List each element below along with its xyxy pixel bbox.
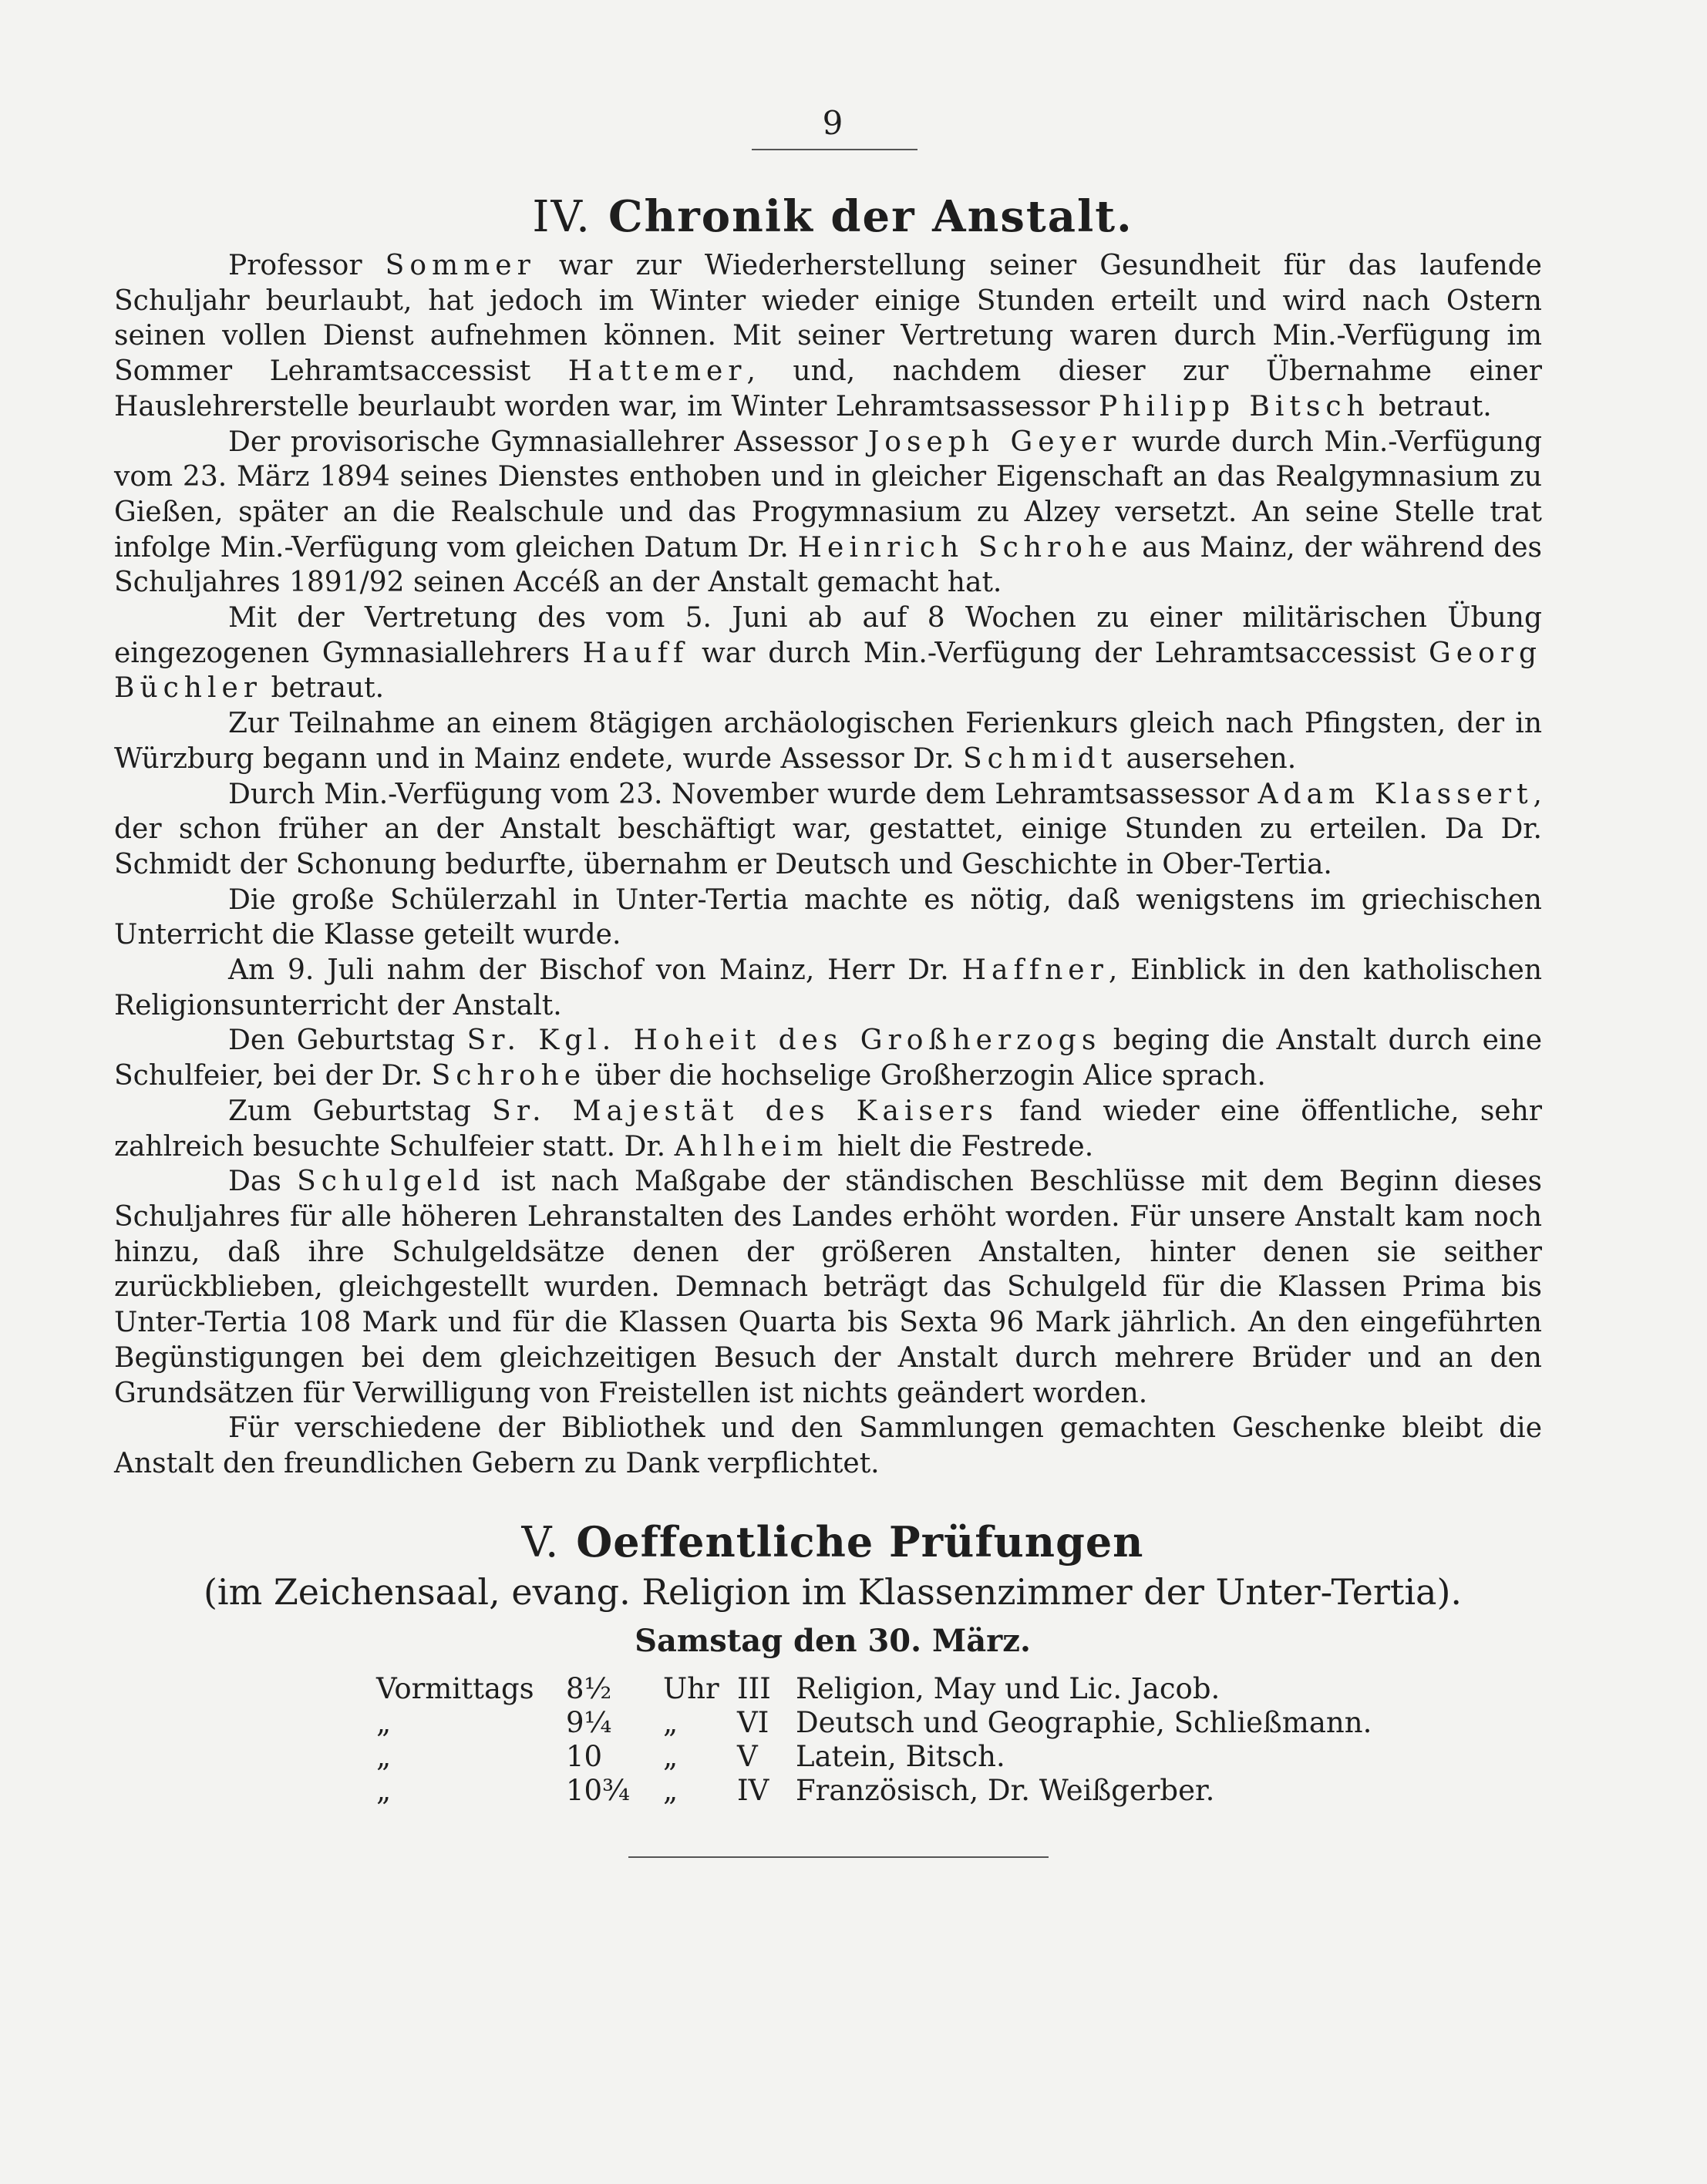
section-v-heading [0, 1517, 1665, 1566]
text-run: betraut. [1369, 390, 1492, 422]
spaced-name: Adam Klassert [1258, 778, 1534, 810]
spaced-name: Ahlheim [674, 1130, 829, 1163]
schedule-time: 9¼ [566, 1705, 612, 1739]
section-v-numeral: V. [521, 1518, 560, 1566]
text-run: über die hochselige Großherzogin Alice sprach. [586, 1060, 1266, 1092]
schedule-time: 10¾ [566, 1773, 630, 1807]
section-iv-numeral: IV. [532, 192, 591, 242]
text-run: ist nach Maßgabe der ständischen Beschlüsse mit dem Beginn dieses Schuljahres für alle höheren Lehranstalten des Landes erhöht worden. Für unsere Anstalt kam noch hinzu, daß ihre Schulgeldsätze denen der größeren Anstalten, hinter denen sie seither zurückblieben, gleichgestellt wurden. Demnach beträgt das Schulgeld für die Klassen Prima bis Unter-Tertia 108 Mark und für die Klassen Quarta bis Sexta 96 Mark jährlich. An den eingeführten Begünstigungen bei dem gleichzeitigen Besuch der Anstalt durch mehrere Brüder und an den Grundsätzen für Verwilligung von Freistellen ist nichts geändert worden. [114, 1166, 1543, 1409]
schedule-label: „ [376, 1739, 392, 1773]
schedule-row [370, 1705, 1378, 1739]
schedule-row [370, 1773, 1378, 1807]
chronik-paragraph [114, 601, 1542, 706]
spaced-name: Joseph Geyer [867, 426, 1122, 458]
schedule-uhr: Uhr [663, 1671, 719, 1705]
chronik-paragraph [114, 425, 1542, 601]
schedule-time: 8½ [566, 1671, 612, 1705]
section-v-subtitle: (im Zeichensaal, evang. Religion im Klassenzimmer der Unter-Tertia). [203, 1571, 1463, 1613]
text-run: Das [228, 1166, 298, 1198]
text-run: war durch Min.-Verfügung der Lehramtsaccessist [689, 637, 1429, 669]
text-run: Zur Teilnahme an einem 8tägigen archäologischen Ferienkurs gleich nach Pfingsten, der in Würzburg begann und in Mainz endete, wurde Assessor Dr. [114, 708, 1542, 775]
chronik-paragraph [114, 248, 1542, 425]
section-iv-title: Chronik der Anstalt. [608, 191, 1133, 242]
spaced-name: Hattemer [567, 355, 747, 388]
section-v-title: Oeffentliche Prüfungen [576, 1517, 1144, 1566]
spaced-name: Sr. Majestät des Kaisers [492, 1095, 998, 1127]
page-number: 9 [822, 104, 843, 142]
bottom-divider [628, 1856, 1049, 1858]
text-run: hielt die Festrede. [828, 1130, 1094, 1163]
schedule-class: VI [737, 1705, 769, 1739]
chronik-paragraph [114, 1164, 1542, 1411]
schedule-uhr: „ [663, 1739, 678, 1773]
text-run: , und, nachdem dieser zur Übernahme einer Hauslehrerstelle beurlaubt worden war, im Winter Lehramtsassessor [114, 355, 1542, 422]
text-run: Professor [228, 250, 386, 281]
spaced-name: Hauff [582, 637, 689, 669]
text-run: Der provisorische Gymnasiallehrer Assessor [228, 426, 868, 458]
exam-date: Samstag den 30. März. [635, 1623, 1031, 1659]
schedule-subject: Latein, Bitsch. [796, 1739, 1005, 1773]
schedule-class: IV [737, 1773, 769, 1807]
chronik-body [114, 248, 1542, 1482]
schedule-subject: Religion, May und Lic. Jacob. [796, 1671, 1220, 1705]
exam-schedule [370, 1671, 1378, 1807]
schedule-row [370, 1671, 1378, 1705]
text-run: , Einblick in den katholischen Religionsunterricht der Anstalt. [114, 954, 1543, 1021]
text-run: Zum Geburtstag [228, 1095, 493, 1127]
schedule-class: III [737, 1671, 771, 1705]
text-run: Mit der Vertretung des vom 5. Juni ab auf 8 Wochen zu einer militärischen Übung eingezogenen Gymnasiallehrers [114, 602, 1542, 669]
schedule-label: „ [376, 1773, 392, 1807]
text-run: Den Geburtstag [228, 1025, 467, 1057]
schedule-class: V [737, 1739, 758, 1773]
text-run: Für verschiedene der Bibliothek und den Sammlungen gemachten Geschenke bleibt die Anstalt den freundlichen Gebern zu Dank verpflichtet. [114, 1412, 1542, 1479]
spaced-name: Sommer [385, 250, 536, 281]
spaced-name: Georg Büchler [114, 637, 1542, 705]
schedule-label: „ [376, 1705, 392, 1739]
chronik-paragraph [114, 777, 1542, 883]
schedule-uhr: „ [663, 1705, 678, 1739]
schedule-time: 10 [566, 1739, 603, 1773]
spaced-name: Schulgeld [297, 1166, 486, 1198]
text-run: fand wieder eine öffentliche, sehr zahlreich besuchte Schulfeier statt. Dr. [114, 1095, 1543, 1163]
text-run: Durch Min.-Verfügung vom 23. November wurde dem Lehramtsassessor [228, 778, 1258, 810]
spaced-name: Schrohe [431, 1060, 586, 1092]
text-run: wurde durch Min.-Verfügung vom 23. März 1894 seines Dienstes enthoben und in gleicher Eigenschaft an das Realgymnasium zu Gießen, später an die Realschule und das Progymnasium zu Alzey versetzt. An seine Stelle trat infolge Min.-Verfügung vom gleichen Datum Dr. [114, 426, 1542, 564]
schedule-label: Vormittags [376, 1671, 534, 1705]
section-iv-heading [0, 191, 1665, 242]
chronik-paragraph [114, 1411, 1542, 1481]
schedule-uhr: „ [663, 1773, 678, 1807]
chronik-paragraph [114, 883, 1542, 953]
spaced-name: Schmidt [962, 742, 1118, 775]
text-run: , der schon früher an der Anstalt beschäftigt war, gestattet, einige Stunden zu erteilen. Da Dr. Schmidt der Schonung bedurfte, übernahm er Deutsch und Geschichte in Ober-Tertia. [114, 778, 1542, 880]
spaced-name: Philipp Bitsch [1098, 390, 1370, 422]
text-run: Die große Schülerzahl in Unter-Tertia machte es nötig, daß wenigstens im griechischen Unterricht die Klasse geteilt wurde. [114, 883, 1542, 951]
schedule-row [370, 1739, 1378, 1773]
text-run: war zur Wiederherstellung seiner Gesundheit für das laufende Schuljahr beurlaubt, hat jedoch im Winter wieder einige Stunden erteilt und wird nach Ostern seinen vollen Dienst aufnehmen können. Mit seiner Vertretung waren durch Min.-Verfügung im Sommer Lehramtsaccessist [114, 250, 1542, 388]
chronik-paragraph [114, 706, 1542, 776]
spaced-name: Sr. Kgl. Hoheit des Großherzogs [466, 1025, 1102, 1057]
chronik-paragraph [114, 1094, 1542, 1164]
schedule-subject: Französisch, Dr. Weißgerber. [796, 1773, 1215, 1807]
text-run: Am 9. Juli nahm der Bischof von Mainz, Herr Dr. [228, 954, 962, 987]
top-divider [752, 149, 917, 150]
spaced-name: Heinrich Schrohe [797, 531, 1133, 564]
text-run: beging die Anstalt durch eine Schulfeier, bei der Dr. [114, 1025, 1542, 1092]
text-run: betraut. [262, 672, 385, 705]
spaced-name: Haffner [961, 954, 1109, 987]
text-run: ausersehen. [1117, 742, 1297, 775]
chronik-paragraph [114, 953, 1542, 1023]
chronik-paragraph [114, 1023, 1542, 1093]
schedule-subject: Deutsch und Geographie, Schließmann. [796, 1705, 1372, 1739]
text-run: aus Mainz, der während des Schuljahres 1891/92 seinen Accéß an der Anstalt gemacht hat. [114, 531, 1542, 599]
